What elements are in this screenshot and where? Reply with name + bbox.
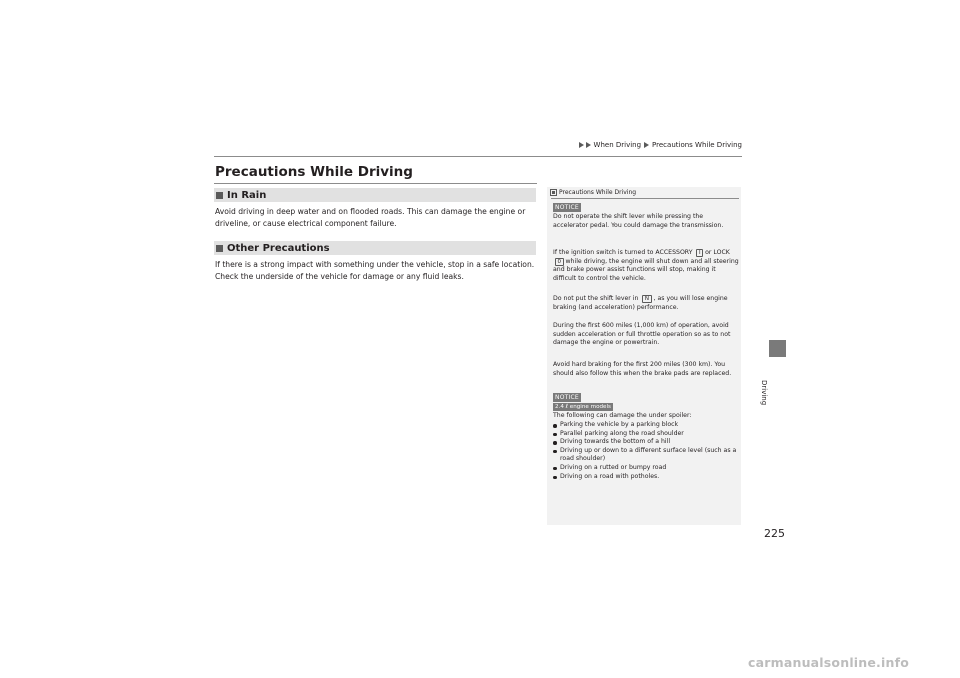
- list-item: Driving up or down to a different surface level (such as a road shoulder): [553, 447, 739, 464]
- breadcrumb-arrow-icon: [644, 142, 649, 148]
- accessory-key-icon: I: [696, 249, 703, 257]
- shift-text-b: , as you will lose engine braking (and acceleration) performance.: [553, 295, 728, 311]
- ignition-text-b: or LOCK: [705, 249, 730, 256]
- sidebar-heading: [550, 189, 636, 196]
- breadcrumb-item-precautions[interactable]: Precautions While Driving: [652, 141, 742, 149]
- section-title: In Rain: [227, 189, 267, 201]
- section-body-in-rain: Avoid driving in deep water and on flooded roads. This can damage the engine or driveline, or cause electrical component failure.: [215, 207, 526, 228]
- notice-text: Do not operate the shift lever while pressing the accelerator pedal. You could damage the transmission.: [553, 213, 724, 229]
- list-item: Driving on a rutted or bumpy road: [553, 464, 739, 473]
- list-item: Driving on a road with potholes.: [553, 473, 739, 482]
- notice-badge: NOTICE: [555, 394, 579, 401]
- list-item: Parallel parking along the road shoulder: [553, 430, 739, 439]
- header-divider: [214, 156, 742, 157]
- break-in-paragraph: During the first 600 miles (1,000 km) of operation, avoid sudden acceleration or full throttle operation so as to not damage the engine or powertrain.: [553, 322, 731, 347]
- ignition-paragraph: [553, 249, 739, 283]
- chapter-tab[interactable]: [769, 340, 786, 357]
- square-bullet-icon: [216, 245, 223, 252]
- ignition-text-c: while driving, the engine will shut down and all steering and brake power assist functions will stop, making it difficult to control the vehicle.: [553, 257, 739, 282]
- sidebar-heading-text: Precautions While Driving: [559, 189, 637, 196]
- chapter-tab-label: Driving: [760, 380, 768, 406]
- section-header-other-precautions: [214, 241, 536, 255]
- engine-models-tag: 2.4 ℓ engine models: [555, 404, 611, 410]
- page-number: 225: [764, 527, 785, 540]
- shift-text-a: Do not put the shift lever in: [553, 295, 639, 302]
- braking-paragraph: Avoid hard braking for the first 200 miles (300 km). You should also follow this when the brake pads are replaced.: [553, 361, 732, 377]
- notice-badge: NOTICE: [555, 204, 579, 211]
- sidebar-divider: [551, 198, 739, 199]
- reference-icon: [550, 189, 557, 196]
- sidebar-panel: [547, 187, 741, 525]
- neutral-key-icon: N: [642, 295, 651, 303]
- shift-lever-paragraph: [553, 295, 739, 312]
- breadcrumb-item-when-driving[interactable]: When Driving: [593, 141, 642, 149]
- breadcrumb: [578, 141, 742, 149]
- spoiler-intro: The following can damage the under spoiler:: [553, 412, 692, 419]
- spoiler-list-wrap: [553, 421, 739, 481]
- breadcrumb-arrow-icon: [586, 142, 591, 148]
- spoiler-list: [553, 421, 739, 481]
- page-title: Precautions While Driving: [215, 164, 413, 180]
- watermark: carmanualsonline.info: [748, 655, 910, 670]
- section-body-other-precautions: If there is a strong impact with something under the vehicle, stop in a safe location. Check the underside of the vehicle for damage or any fluid leaks.: [215, 260, 535, 281]
- title-divider: [214, 183, 537, 184]
- ignition-text-a: If the ignition switch is turned to ACCESSORY: [553, 249, 693, 256]
- square-bullet-icon: [216, 192, 223, 199]
- list-item: Parking the vehicle by a parking block: [553, 421, 739, 430]
- breadcrumb-arrow-icon: [579, 142, 584, 148]
- list-item: Driving towards the bottom of a hill: [553, 438, 739, 447]
- section-title: Other Precautions: [227, 242, 330, 254]
- section-header-in-rain: [214, 188, 536, 202]
- lock-key-icon: 0: [555, 258, 564, 266]
